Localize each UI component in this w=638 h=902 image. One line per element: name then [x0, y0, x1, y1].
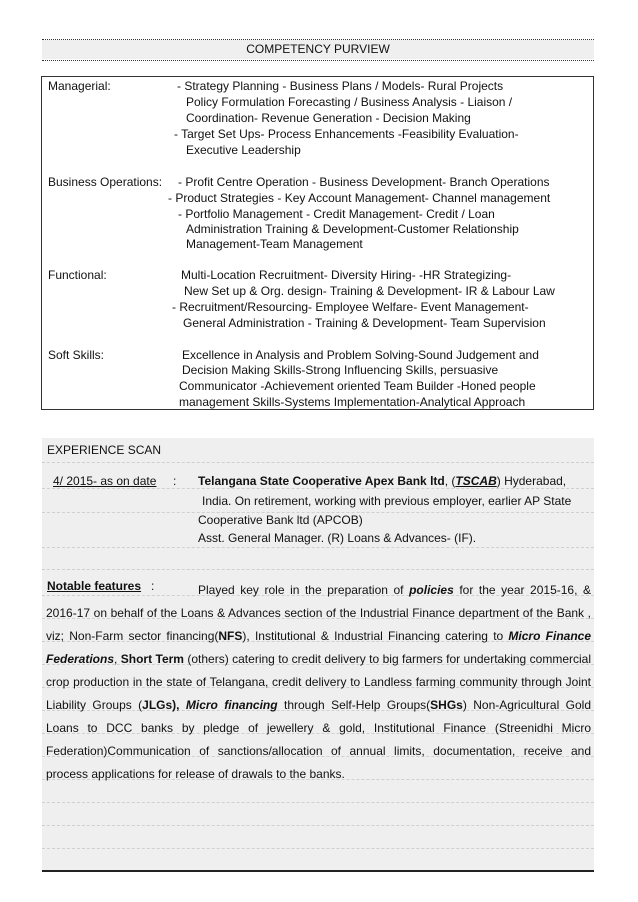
business-operations-line: Administration Training & Development-Customer Relationship: [186, 222, 519, 236]
para-text: through Self-Help Groups(: [277, 698, 431, 712]
managerial-line: - Strategy Planning - Business Plans / Models- Rural Projects: [177, 79, 504, 93]
notable-features-paragraph: [46, 579, 591, 786]
row-divider: [42, 462, 594, 463]
functional-line: New Set up & Org. design- Training & Development- IR & Labour Law: [184, 284, 555, 298]
para-emphasis: Short Term: [120, 652, 184, 666]
para-emphasis: NFS: [218, 629, 243, 643]
competency-title: COMPETENCY PURVIEW: [246, 42, 390, 56]
soft-skills-line: Excellence in Analysis and Problem Solving-Sound Judgement and: [182, 348, 539, 362]
soft-skills-line: management Skills-Systems Implementation-Analytical Approach: [179, 395, 526, 409]
bottom-rule: [42, 870, 594, 872]
para-text: (others) catering to credit delivery to big farmers for undertaking commercial crop production in the state of Telangana, credit delivery to Landless farming community through Joint Liability Groups (: [46, 652, 591, 712]
para-text: ,: [114, 652, 121, 666]
business-operations-line: - Product Strategies - Key Account Management- Channel management: [168, 191, 551, 205]
soft-skills-line: Communicator -Achievement oriented Team Builder -Honed people: [179, 379, 536, 393]
business-operations-label: Business Operations:: [48, 175, 163, 189]
para-text: ) Non-Agricultural Gold Loans to DCC banks by pledge of jewellery & gold, Institutional Finance (Streenidhi Micro Federation)Communication of sanctions/allocation of annual limits, documentation, receive and process applications for release of drawals to the banks.: [46, 698, 592, 781]
para-emphasis: Micro financing: [185, 698, 278, 712]
employer-sep: , (: [444, 474, 456, 488]
managerial-line: - Target Set Ups- Process Enhancements -Feasibility Evaluation-: [174, 127, 519, 141]
row-divider: [42, 825, 594, 826]
functional-label: Functional:: [48, 268, 107, 282]
managerial-line: Executive Leadership: [186, 143, 301, 157]
para-text: Played key role in the preparation of: [198, 583, 410, 597]
para-emphasis: policies: [409, 583, 454, 597]
employer-line2: India. On retirement, working with previous employer, earlier AP State: [202, 494, 572, 508]
business-operations-line: Management-Team Management: [186, 237, 363, 251]
employer-line: [198, 474, 566, 489]
soft-skills-line: Decision Making Skills-Strong Influencing Skills, persuasive: [182, 363, 499, 377]
experience-period: 4/ 2015- as on date: [53, 474, 157, 488]
soft-skills-label: Soft Skills:: [48, 348, 105, 362]
notable-features-label: Notable features: [47, 579, 142, 593]
header-dotted-rule: [42, 60, 594, 61]
notable-features-colon: :: [151, 579, 155, 593]
managerial-label: Managerial:: [48, 79, 111, 93]
business-operations-line: - Profit Centre Operation - Business Development- Branch Operations: [178, 175, 550, 189]
functional-line: Multi-Location Recruitment- Diversity Hiring- -HR Strategizing-: [181, 268, 512, 282]
functional-line: General Administration - Training & Development- Team Supervision: [183, 316, 546, 330]
designation: Asst. General Manager. (R) Loans & Advances- (IF).: [198, 531, 477, 545]
employer-sep: ) Hyderabad,: [496, 474, 567, 488]
row-divider: [42, 848, 594, 849]
employer-name: Telangana State Cooperative Apex Bank ltd: [198, 474, 445, 488]
para-text: for the year 2015-16, & 2016-17 on behalf of the Loans & Advances section of the Industrial Finance department of the Bank , viz; Non-Farm sector financing(: [46, 583, 592, 643]
row-divider: [42, 802, 594, 803]
row-divider: [42, 569, 594, 570]
managerial-line: Coordination- Revenue Generation - Decision Making: [186, 111, 471, 125]
experience-title: EXPERIENCE SCAN: [47, 443, 162, 457]
business-operations-line: - Portfolio Management - Credit Management- Credit / Loan: [178, 207, 495, 221]
para-emphasis: JLGs),: [142, 698, 180, 712]
para-text: ), Institutional & Industrial Financing catering to: [242, 629, 509, 643]
managerial-line: Policy Formulation Forecasting / Business Analysis - Liaison /: [186, 95, 513, 109]
employer-line3: Cooperative Bank ltd (APCOB): [198, 513, 363, 527]
functional-line: - Recruitment/Resourcing- Employee Welfare- Event Management-: [172, 300, 529, 314]
row-divider: [42, 547, 594, 548]
para-emphasis: Micro Finance Federations: [46, 629, 591, 666]
employer-abbr: TSCAB: [455, 474, 497, 488]
para-emphasis: SHGs: [430, 698, 463, 712]
experience-period-colon: :: [173, 474, 177, 488]
competency-header: [42, 40, 594, 59]
